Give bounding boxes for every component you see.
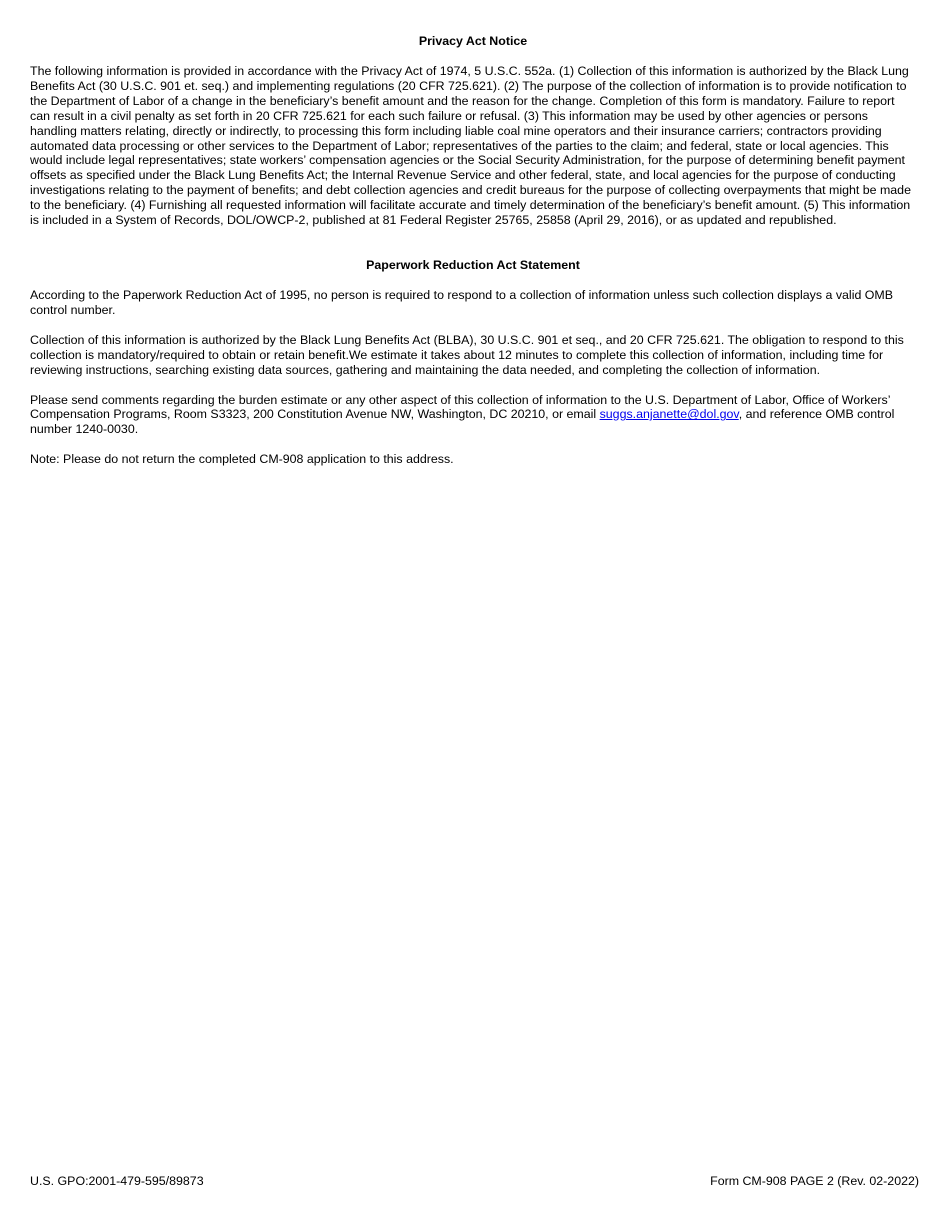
comments-text-before: Please send comments regarding the burden estimate or any other aspect of this collection of information to the U.S. Department of Labor, Office of Workers’ Compensation Programs, Room S3323, 200 Constitution Avenue NW, Washington, DC 20210, or email xyxy=(30,392,890,422)
privacy-act-body: The following information is provided in accordance with the Privacy Act of 1974, 5 U.S.C. 552a. (1) Collection of this information is authorized by the Black Lung Benefits Act (30 U.S.C. 901 et. seq.) and implementing regulations (20 CFR 725.621). (2) The purpose of the collection of information is to provide notification to the Department of Labor of a change in the beneficiary’s benefit amount and the reason for the change. Completion of this form is mandatory. Failure to report can result in a civil penalty as set forth in 20 CFR 725.621 for each such failure or refusal. (3) This information may be used by other agencies or persons handling matters relating, directly or indirectly, to processing this form including liable coal mine operators and their insurance carriers; contractors providing automated data processing or other services to the Department of Labor; representatives of the parties to the claim; and federal, state or local agencies. This would include legal representatives; state workers’ compensation agencies or the Social Security Administration, for the purpose of determining benefit payment offsets as specified under the Black Lung Benefits Act; the Internal Revenue Service and other federal, state, and local agencies for the purpose of conducting investigations relating to the payment of benefits; and debt collection agencies and credit bureaus for the purpose of collecting overpayments that might be made to the beneficiary. (4) Furnishing all requested information will facilitate accurate and timely determination of the beneficiary’s benefit amount. (5) This information is included in a System of Records, DOL/OWCP-2, published at 81 Federal Register 25765, 25858 (April 29, 2016), or as updated and republished. xyxy=(30,64,911,228)
pra-paragraph-omb: According to the Paperwork Reduction Act of 1995, no person is required to respond to a collection of information unless such collection displays a valid OMB control number. xyxy=(30,287,894,317)
pra-paragraph-authority: Collection of this information is authorized by the Black Lung Benefits Act (BLBA), 30 U.S.C. 901 et seq., and 20 CFR 725.621. The obligation to respond to this collection is mandatory/required to obtain or retain benefit.We estimate it takes about 12 minutes to complete this collection of information, including time for reviewing instructions, searching existing data sources, gathering and maintaining the data needed, and completing the collection of information. xyxy=(30,332,904,377)
comments-text-after: , and reference OMB control number 1240-0030. xyxy=(30,407,895,437)
email-link[interactable]: suggs.anjanette@dol.gov xyxy=(599,407,739,422)
privacy-act-heading: Privacy Act Notice xyxy=(418,34,528,48)
footer-form-number: Form CM-908 PAGE 2 (Rev. 02-2022) xyxy=(710,1174,919,1188)
document-page xyxy=(30,34,916,482)
footer-gpo-code: U.S. GPO:2001-479-595/89873 xyxy=(30,1174,204,1188)
paperwork-reduction-heading: Paperwork Reduction Act Statement xyxy=(366,257,580,272)
return-note: Note: Please do not return the completed CM-908 application to this address. xyxy=(30,452,454,467)
pra-paragraph-comments xyxy=(30,393,916,438)
